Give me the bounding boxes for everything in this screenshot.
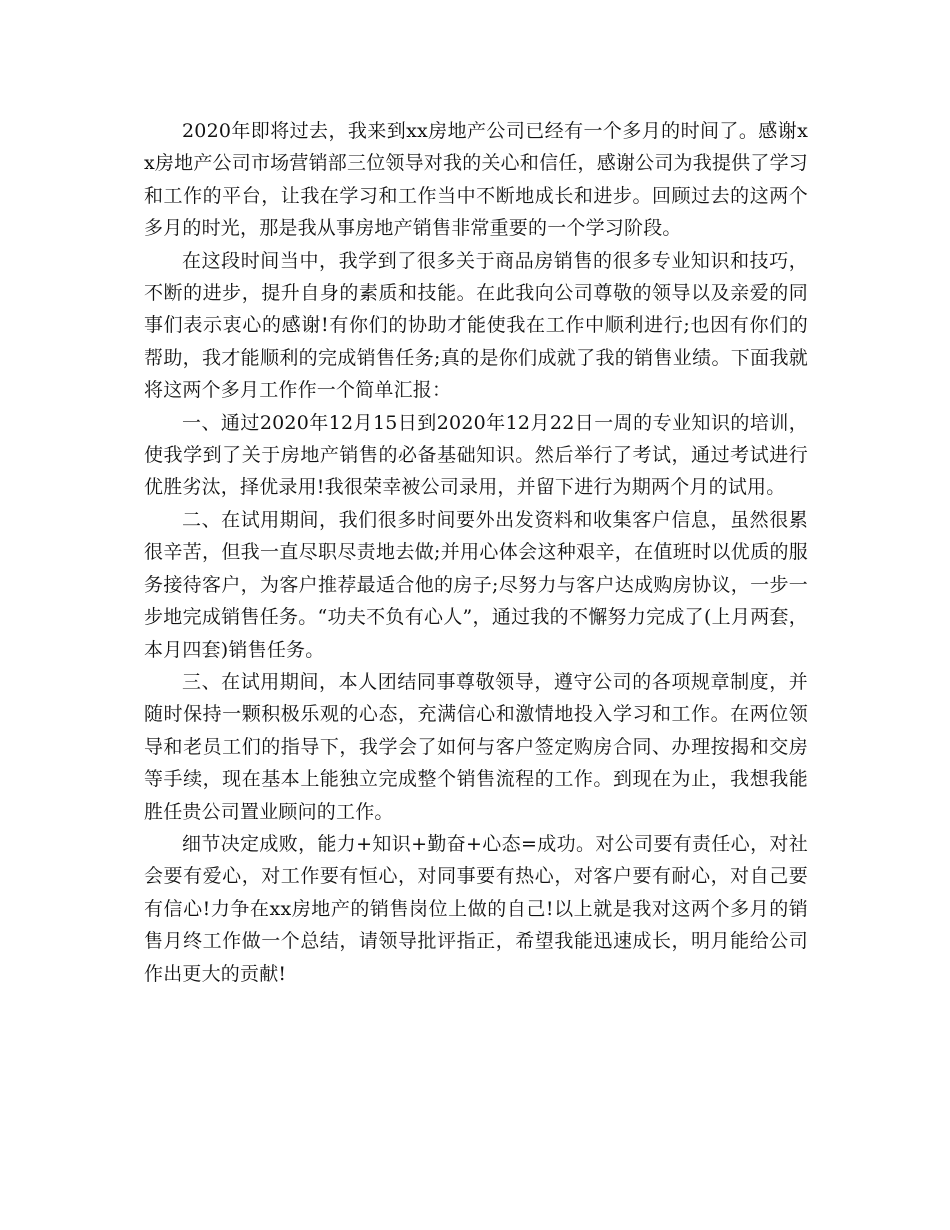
paragraph-intro: 2020年即将过去，我来到xx房地产公司已经有一个多月的时间了。感谢xx房地产公司市场营销部三位领导对我的关心和信任，感谢公司为我提供了学习和工作的平台，让我在学习和工作当中不断地成长和进步。回顾过去的这两个多月的时光，那是我从事房地产销售非常重要的一个学习阶段。	[144, 120, 808, 240]
document-body	[144, 115, 808, 990]
paragraph-gratitude: 在这段时间当中，我学到了很多关于商品房销售的很多专业知识和技巧，不断的进步，提升自身的素质和技能。在此我向公司尊敬的领导以及亲爱的同事们表示衷心的感谢!有你们的协助才能使我在工作中顺利进行;也因有你们的帮助，我才能顺利的完成销售任务;真的是你们成就了我的销售业绩。下面我就将这两个多月工作作一个简单汇报：	[144, 249, 808, 402]
paragraph-conclusion: 细节决定成败，能力+知识+勤奋+心态=成功。对公司要有责任心，对社会要有爱心，对工作要有恒心，对同事要有热心，对客户要有耐心，对自己要有信心!力争在xx房地产的销售岗位上做的自己!以上就是我对这两个多月的销售月终工作做一个总结，请领导批评指正，希望我能迅速成长，明月能给公司作出更大的贡献!	[144, 832, 808, 985]
paragraph-point-two: 二、在试用期间，我们很多时间要外出发资料和收集客户信息，虽然很累很辛苦，但我一直尽职尽责地去做;并用心体会这种艰辛，在值班时以优质的服务接待客户，为客户推荐最适合他的房子;尽努力与客户达成购房协议，一步一步地完成销售任务。“功夫不负有心人”，通过我的不懈努力完成了(上月两套，本月四套)销售任务。	[144, 508, 808, 661]
paragraph-point-three: 三、在试用期间，本人团结同事尊敬领导，遵守公司的各项规章制度，并随时保持一颗积极乐观的心态，充满信心和激情地投入学习和工作。在两位领导和老员工们的指导下，我学会了如何与客户签定购房合同、办理按揭和交房等手续，现在基本上能独立完成整个销售流程的工作。到现在为止，我想我能胜任贵公司置业顾问的工作。	[144, 670, 808, 823]
paragraph-point-one: 一、通过2020年12月15日到2020年12月22日一周的专业知识的培训，使我学到了关于房地产销售的必备基础知识。然后举行了考试，通过考试进行优胜劣汰，择优录用!我很荣幸被公司录用，并留下进行为期两个月的试用。	[144, 411, 808, 499]
